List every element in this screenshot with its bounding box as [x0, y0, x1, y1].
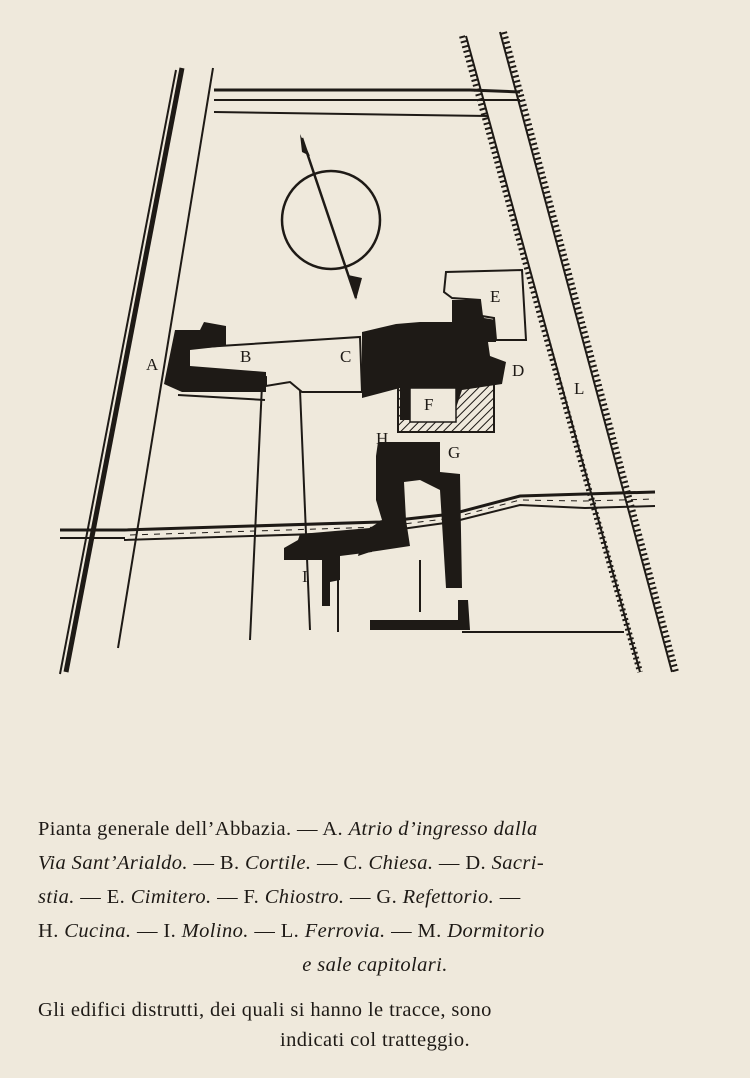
caption-line-2: Via Sant’Arialdo. — B. Cortile. — C. Chiesa. — D. Sacri-: [38, 852, 545, 874]
building-refectory: [284, 442, 470, 630]
north-arrow-icon: [282, 134, 380, 300]
note-line-2: indicati col tratteggio.: [279, 1029, 471, 1051]
label-l: L: [574, 379, 585, 398]
label-i: I: [302, 567, 308, 586]
label-e: E: [490, 287, 501, 306]
caption-line-4: H. Cucina. — I. Molino. — L. Ferrovia. — M. Dormitorio: [38, 920, 545, 942]
cloister-hatched: [398, 382, 494, 432]
label-g: G: [448, 443, 461, 462]
label-c: C: [340, 347, 352, 366]
label-a: A: [146, 355, 159, 374]
hatching-note: [38, 995, 712, 1055]
label-b: B: [240, 347, 252, 366]
caption-line-5: e sale capitolari.: [302, 954, 448, 976]
label-d: D: [512, 361, 525, 380]
label-h: H: [376, 429, 389, 448]
legend-caption: [38, 812, 712, 982]
top-boundary: [214, 90, 520, 116]
caption-line-1: Pianta generale dell’Abbazia. — A. Atrio d’ingresso dalla: [38, 818, 538, 840]
note-line-1: Gli edifici distrutti, dei quali si hanno le tracce, sono: [38, 999, 492, 1021]
label-f: F: [424, 395, 434, 414]
caption-line-3: stia. — E. Cimitero. — F. Chiostro. — G. Refettorio. —: [38, 886, 521, 908]
railway: [462, 32, 676, 672]
